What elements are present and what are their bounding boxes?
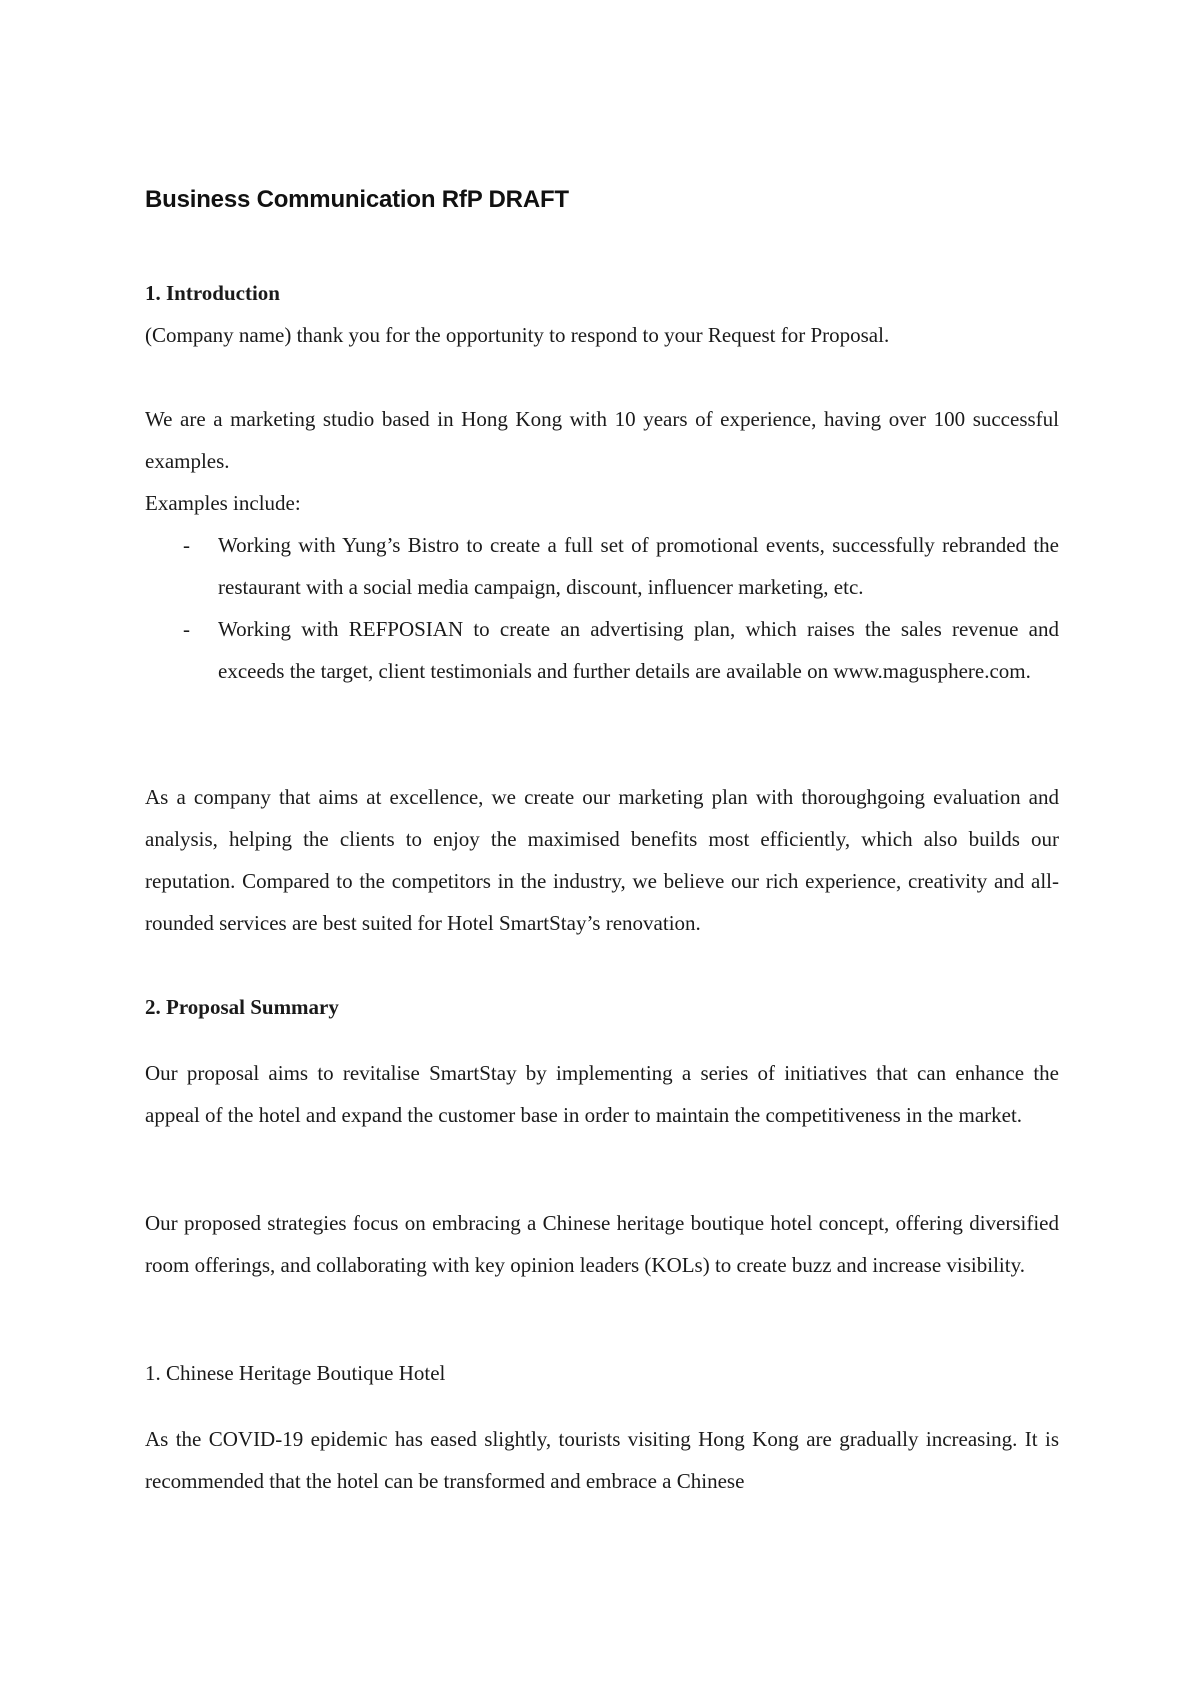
examples-list — [145, 524, 1059, 692]
document-title: Business Communication RfP DRAFT — [145, 186, 569, 213]
example-text: Working with REFPOSIAN to create an advertising plan, which raises the sales revenue and exceeds the target, client testimonials and further details are available on www.magusphere.com. — [218, 617, 1059, 683]
intro-paragraph: (Company name) thank you for the opportunity to respond to your Request for Proposal. — [145, 323, 890, 347]
covid-paragraph: As the COVID-19 epidemic has eased slightly, tourists visiting Hong Kong are gradually increasing. It is recommended that the hotel can be transformed and embrace a Chinese — [145, 1427, 1059, 1493]
bullet-dash: - — [183, 617, 190, 641]
examples-intro: Examples include: — [145, 491, 301, 515]
section-heading-proposal-summary: 2. Proposal Summary — [145, 995, 339, 1019]
example-text: Working with Yung’s Bistro to create a full set of promotional events, successfully rebranded the restaurant with a social media campaign, discount, influencer marketing, etc. — [218, 533, 1059, 599]
proposal-strategies-paragraph: Our proposed strategies focus on embracing a Chinese heritage boutique hotel concept, offering diversified room offerings, and collaborating with key opinion leaders (KOLs) to create buzz and increase visibility. — [145, 1211, 1059, 1277]
excellence-paragraph: As a company that aims at excellence, we create our marketing plan with thoroughgoing evaluation and analysis, helping the clients to enjoy the maximised benefits most efficiently, which also builds our reputation. Compared to the competitors in the industry, we believe our rich experience, creativity and all-rounded services are best suited for Hotel SmartStay’s renovation. — [145, 785, 1059, 935]
subheading-chinese-heritage: 1. Chinese Heritage Boutique Hotel — [145, 1361, 446, 1385]
section-heading-introduction: 1. Introduction — [145, 281, 280, 305]
list-item — [145, 524, 1059, 608]
list-item — [145, 608, 1059, 692]
studio-description-paragraph: We are a marketing studio based in Hong Kong with 10 years of experience, having over 100 successful examples. — [145, 407, 1059, 473]
proposal-aim-paragraph: Our proposal aims to revitalise SmartStay by implementing a series of initiatives that can enhance the appeal of the hotel and expand the customer base in order to maintain the competitiveness in the market. — [145, 1061, 1059, 1127]
bullet-dash: - — [183, 533, 190, 557]
